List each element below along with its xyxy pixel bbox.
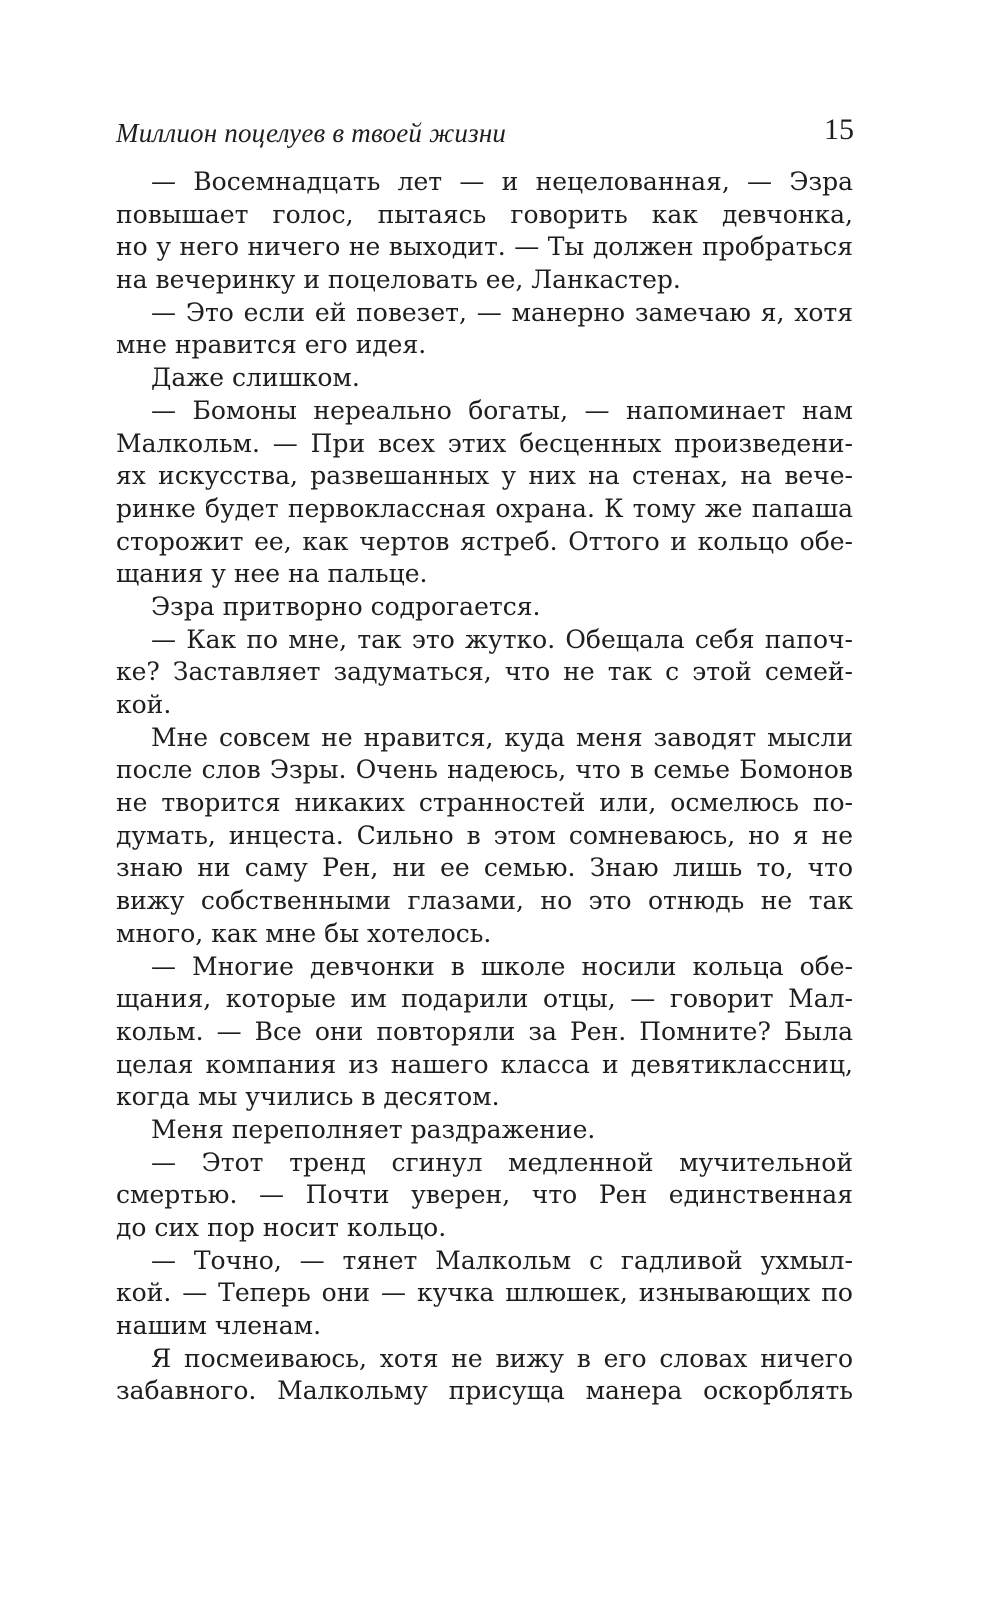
text-line: Малкольм. — При всех этих бесценных произведени- bbox=[116, 428, 853, 458]
text-line: ке? Заставляет задуматься, что не так с этой семей- bbox=[116, 657, 853, 687]
text-line: — Это если ей повезет, — манерно замечаю я, хотя bbox=[151, 297, 853, 327]
text-line: — Восемнадцать лет — и нецелованная, — Эзра bbox=[151, 167, 853, 196]
page-number: 15 bbox=[824, 113, 854, 146]
body-text bbox=[116, 166, 853, 1408]
text-line: знаю ни саму Рен, ни ее семью. Знаю лишь то, что bbox=[116, 853, 853, 883]
text-line: не творится никаких странностей или, осмелюсь по- bbox=[116, 788, 853, 818]
text-line: до сих пор носит кольцо. bbox=[116, 1213, 447, 1242]
text-line: Меня переполняет раздражение. bbox=[151, 1114, 596, 1144]
text-line: ринке будет первоклассная охрана. К тому же папаша bbox=[116, 493, 853, 523]
text-line: Я посмеиваюсь, хотя не вижу в его словах ничего bbox=[151, 1343, 853, 1373]
text-line: — Многие девчонки в школе носили кольца обе- bbox=[151, 951, 853, 981]
text-line: ях искусства, развешанных у них на стенах, на вече- bbox=[116, 461, 853, 491]
text-line: сторожит ее, как чертов ястреб. Оттого и кольцо обе- bbox=[116, 526, 853, 556]
text-line: повышает голос, пытаясь говорить как девчонка, bbox=[116, 199, 853, 229]
text-line: но у него ничего не выходит. — Ты должен пробраться bbox=[116, 232, 853, 262]
text-line: Эзра притворно содрогается. bbox=[151, 591, 541, 621]
running-title: Миллион поцелуев в твоей жизни bbox=[116, 118, 507, 148]
text-line: мне нравится его идея. bbox=[116, 330, 427, 360]
text-line: после слов Эзры. Очень надеюсь, что в семье Бомонов bbox=[116, 755, 853, 785]
text-line: — Точно, — тянет Малкольм с гадливой ухмыл- bbox=[151, 1245, 853, 1275]
text-line: нашим членам. bbox=[116, 1311, 322, 1341]
text-line: кой. — Теперь они — кучка шлюшек, изнывающих по bbox=[116, 1278, 853, 1308]
text-line: целая компания из нашего класса и девятиклассниц, bbox=[116, 1049, 853, 1079]
text-line: когда мы учились в десятом. bbox=[116, 1082, 500, 1112]
text-line: Мне совсем не нравится, куда меня заводят мысли bbox=[151, 722, 853, 752]
text-line: много, как мне бы хотелось. bbox=[116, 918, 492, 948]
text-line: — Этот тренд сгинул медленной мучительной bbox=[151, 1147, 853, 1177]
text-line: щания у нее на пальце. bbox=[116, 559, 428, 589]
text-line: Даже слишком. bbox=[151, 363, 360, 393]
text-line: — Бомоны нереально богаты, — напоминает нам bbox=[151, 395, 853, 425]
text-line: смертью. — Почти уверен, что Рен единственная bbox=[116, 1180, 853, 1210]
text-line: вижу собственными глазами, но это отнюдь не так bbox=[116, 886, 853, 916]
text-line: кой. bbox=[116, 690, 172, 719]
text-line: думать, инцеста. Сильно в этом сомневаюсь, но я не bbox=[116, 820, 853, 850]
text-line: забавного. Малкольму присуща манера оскорблять bbox=[116, 1376, 853, 1406]
text-line: на вечеринку и поцеловать ее, Ланкастер. bbox=[116, 265, 681, 295]
text-line: — Как по мне, так это жутко. Обещала себя папоч- bbox=[151, 624, 853, 654]
text-line: кольм. — Все они повторяли за Рен. Помните? Была bbox=[116, 1016, 853, 1046]
text-line: щания, которые им подарили отцы, — говорит Мал- bbox=[116, 984, 853, 1014]
